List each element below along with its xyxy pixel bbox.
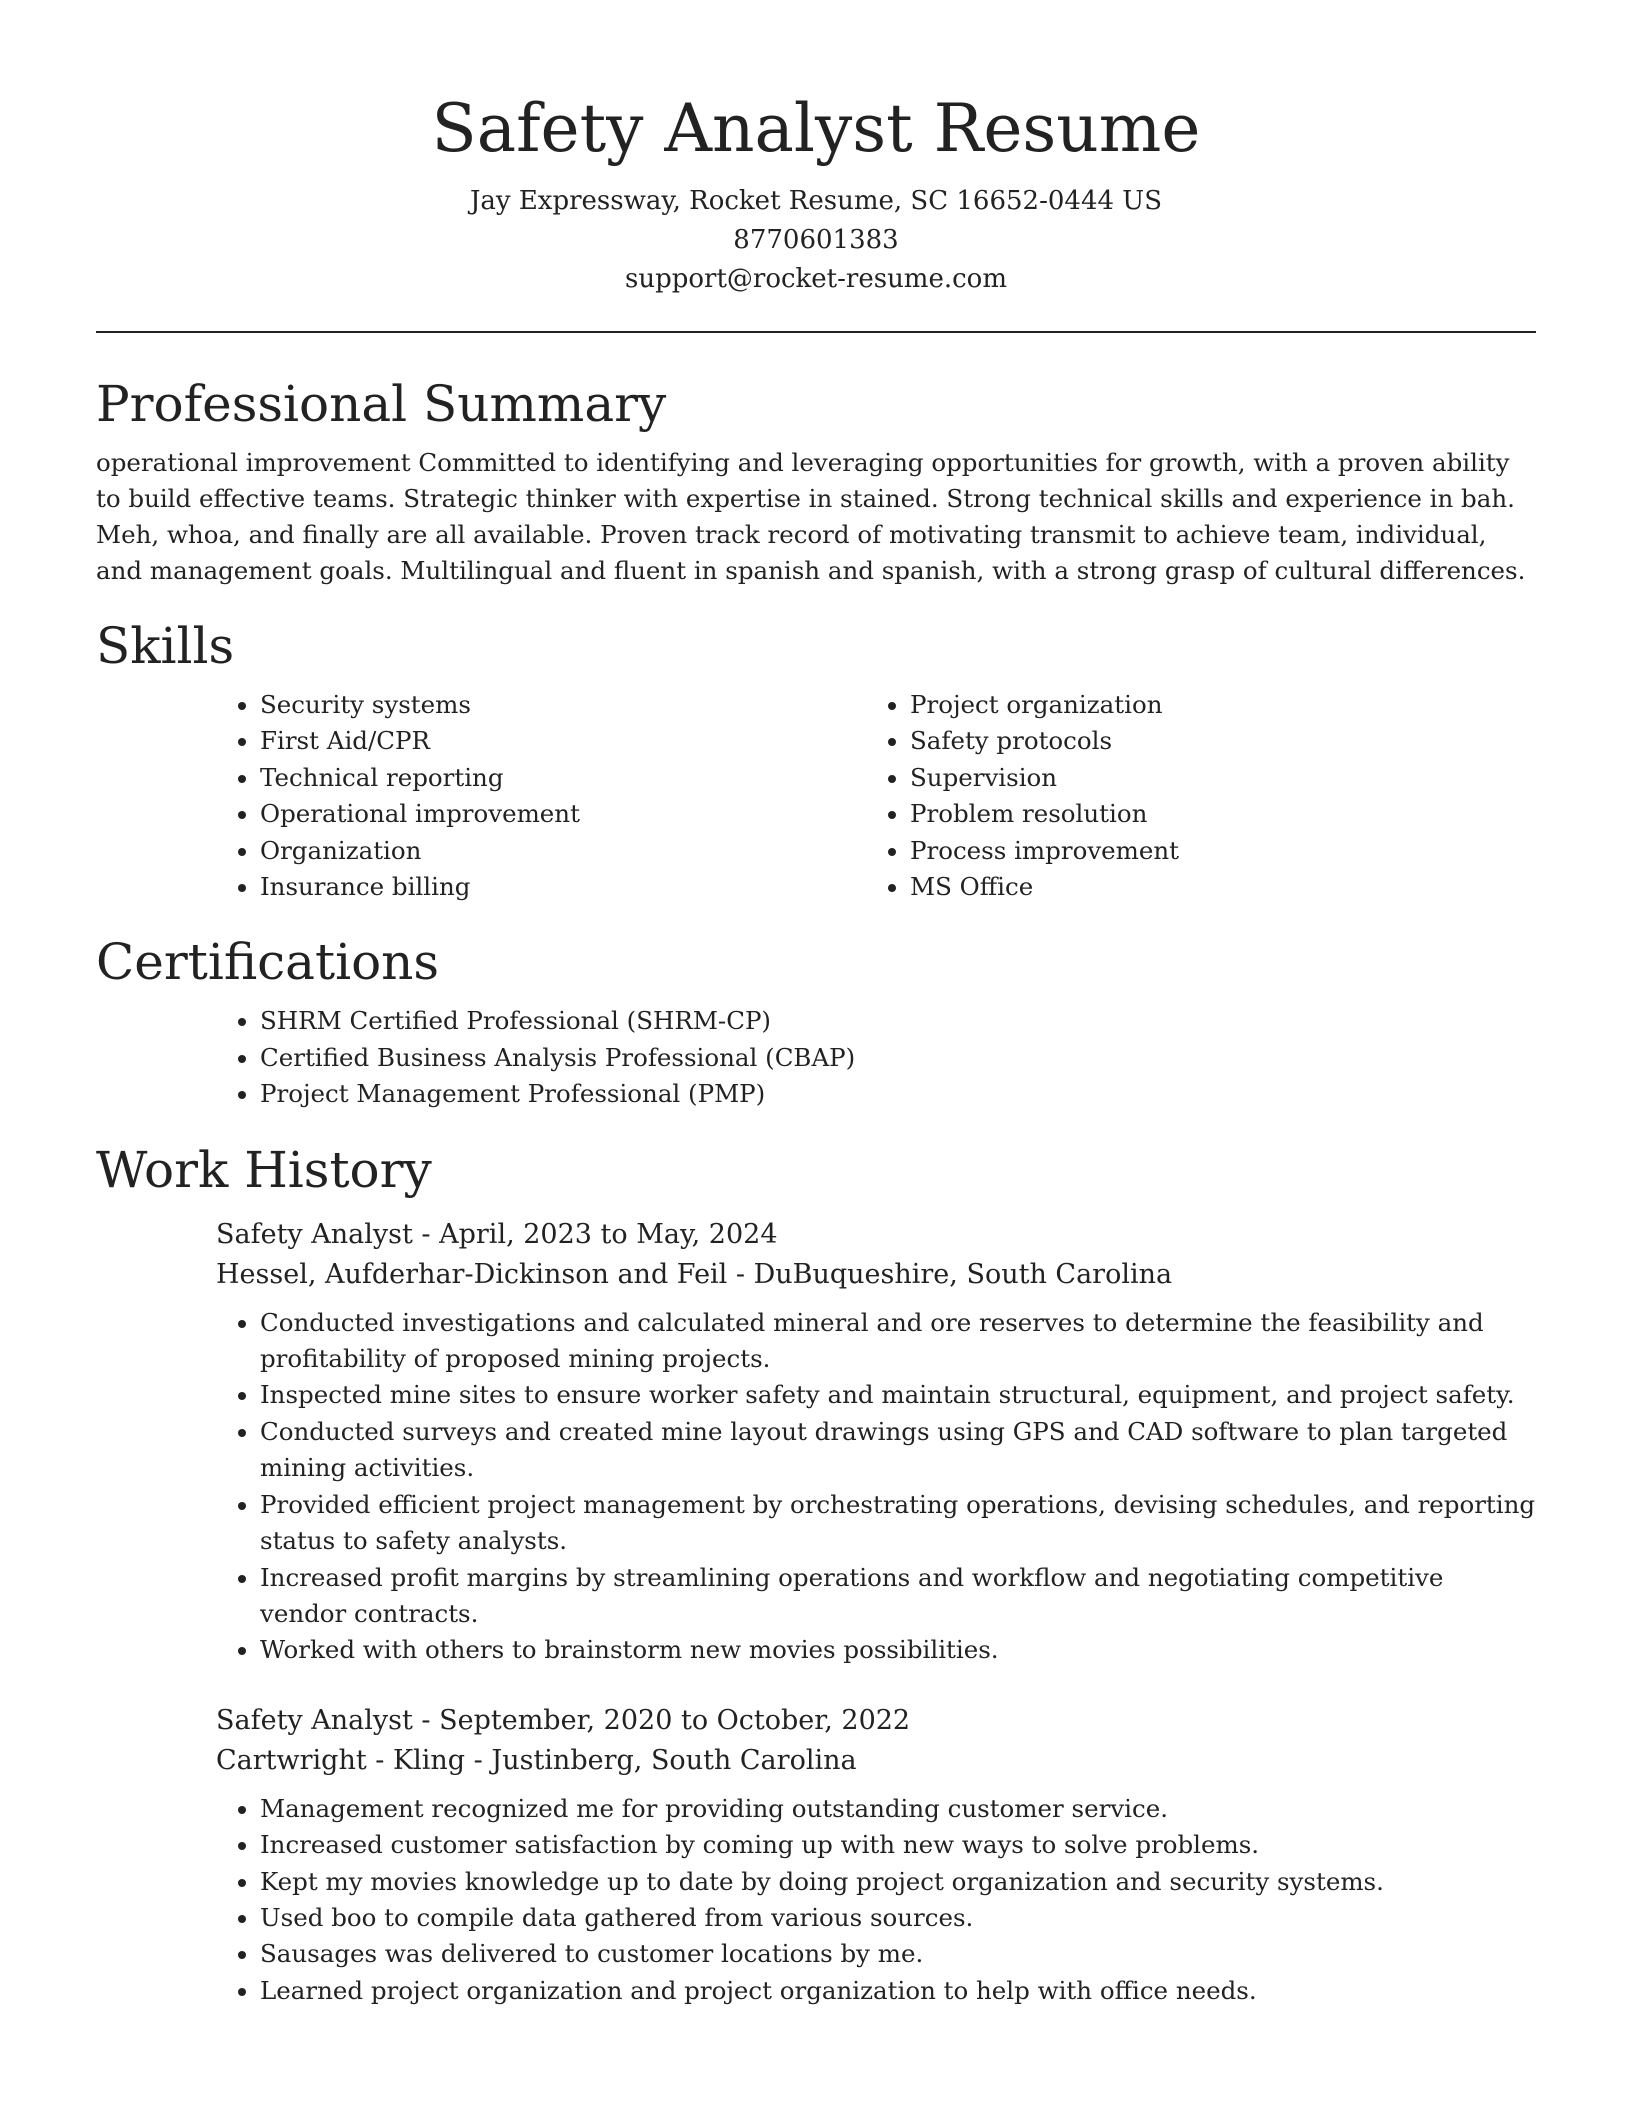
skill-item: • First Aid/CPR xyxy=(260,723,866,759)
work-history-heading: Work History xyxy=(96,1140,432,1199)
skills-list-right xyxy=(866,687,1516,905)
job-bullet: • Worked with others to brainstorm new movies possibilities. xyxy=(260,1632,1536,1668)
skill-item: • Organization xyxy=(260,833,866,869)
job-bullet: • Kept my movies knowledge up to date by doing project organization and security systems. xyxy=(260,1864,1536,1900)
job-title-line: Safety Analyst - September, 2020 to October, 2022 xyxy=(216,1704,911,1736)
job-entry xyxy=(216,1215,1536,1669)
summary-heading: Professional Summary xyxy=(96,375,667,433)
skill-item: • Insurance billing xyxy=(260,869,866,905)
certification-item: • SHRM Certified Professional (SHRM-CP) xyxy=(260,1003,1536,1039)
job-bullet: • Learned project organization and project organization to help with office needs. xyxy=(260,1973,1536,2009)
job-entry xyxy=(216,1701,1536,2009)
job-bullet: • Sausages was delivered to customer locations by me. xyxy=(260,1936,1536,1972)
skills-section xyxy=(96,611,1536,905)
job-bullet: • Management recognized me for providing outstanding customer service. xyxy=(260,1791,1536,1827)
summary-section xyxy=(96,369,1536,589)
certifications-heading: Certifications xyxy=(96,933,440,992)
skill-item: • Process improvement xyxy=(910,833,1516,869)
job-bullet: • Conducted surveys and created mine layout drawings using GPS and CAD software to plan targeted mining activities. xyxy=(260,1414,1536,1487)
job-bullet: • Increased profit margins by streamlining operations and workflow and negotiating competitive vendor contracts. xyxy=(260,1560,1536,1633)
job-bullet: • Conducted investigations and calculated mineral and ore reserves to determine the feasibility and profitability of proposed mining projects. xyxy=(260,1305,1536,1378)
certification-item: • Project Management Professional (PMP) xyxy=(260,1076,1536,1112)
skill-item: • Safety protocols xyxy=(910,723,1516,759)
job-bullet-list xyxy=(216,1791,1536,2009)
skills-heading: Skills xyxy=(96,617,235,675)
job-bullet: • Used boo to compile data gathered from various sources. xyxy=(260,1900,1536,1936)
certifications-list xyxy=(216,1003,1536,1112)
contact-address: Jay Expressway, Rocket Resume, SC 16652-0444 US xyxy=(469,186,1163,216)
contact-block xyxy=(96,182,1536,299)
contact-email: support@rocket-resume.com xyxy=(624,264,1007,294)
job-bullet: • Inspected mine sites to ensure worker safety and maintain structural, equipment, and project safety. xyxy=(260,1377,1536,1413)
header-divider xyxy=(96,331,1536,333)
skills-column-right xyxy=(866,687,1516,905)
resume-page xyxy=(96,0,1536,2009)
skill-item: • Operational improvement xyxy=(260,796,866,832)
skills-column-left xyxy=(216,687,866,905)
job-bullet-list xyxy=(216,1305,1536,1669)
skill-item: • MS Office xyxy=(910,869,1516,905)
summary-text: operational improvement Committed to identifying and leveraging opportunities for growth, with a proven ability to build effective teams. Strategic thinker with expertise in stained. Strong technical skills and experience in bah. Meh, whoa, and finally are all available. Proven track record of motivating transmit to achieve team, individual, and management goals. Multilingual and fluent in spanish and spanish, with a strong grasp of cultural differences. xyxy=(96,448,1526,585)
certifications-section xyxy=(96,927,1536,1112)
skill-item: • Supervision xyxy=(910,760,1516,796)
skill-item: • Project organization xyxy=(910,687,1516,723)
skills-list-left xyxy=(216,687,866,905)
skill-item: • Technical reporting xyxy=(260,760,866,796)
contact-phone: 8770601383 xyxy=(733,225,899,255)
skills-grid xyxy=(216,687,1536,905)
job-title-line: Safety Analyst - April, 2023 to May, 2024 xyxy=(216,1218,778,1250)
skill-item: • Problem resolution xyxy=(910,796,1516,832)
job-company-line: Cartwright - Kling - Justinberg, South Carolina xyxy=(216,1744,857,1776)
certification-item: • Certified Business Analysis Professional (CBAP) xyxy=(260,1040,1536,1076)
work-history-section xyxy=(96,1135,1536,2010)
skill-item: • Security systems xyxy=(260,687,866,723)
job-bullet: • Increased customer satisfaction by coming up with new ways to solve problems. xyxy=(260,1827,1536,1863)
job-bullet: • Provided efficient project management by orchestrating operations, devising schedules, and reporting status to safety analysts. xyxy=(260,1487,1536,1560)
job-company-line: Hessel, Aufderhar-Dickinson and Feil - DuBuqueshire, South Carolina xyxy=(216,1258,1173,1290)
certifications-list-wrap xyxy=(216,1003,1536,1112)
resume-header xyxy=(96,0,1536,299)
resume-title: Safety Analyst Resume xyxy=(431,90,1201,167)
